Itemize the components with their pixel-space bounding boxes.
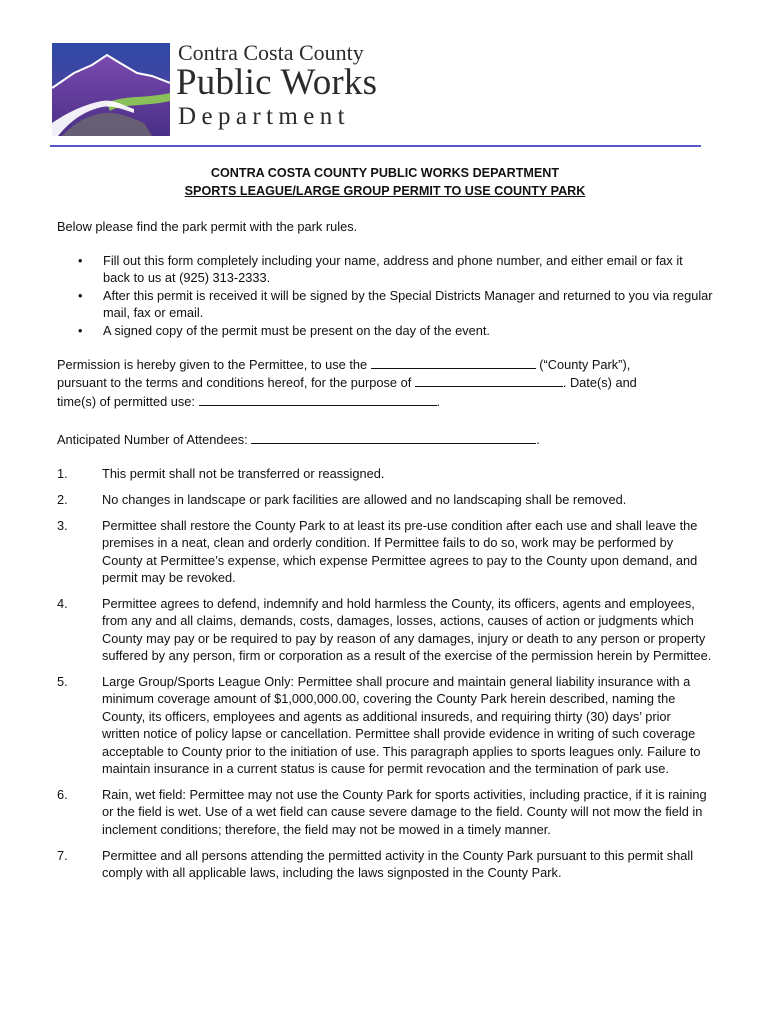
instruction-text: Fill out this form completely including your name, address and phone number, and either email or fax it back to us at (925) 313-2333. xyxy=(103,253,683,286)
rule-text: This permit shall not be transferred or reassigned. xyxy=(102,466,385,481)
rule-text: No changes in landscape or park facilities are allowed and no landscaping shall be removed. xyxy=(102,491,627,507)
rule-text: Large Group/Sports League Only: Permittee shall procure and maintain general liability insurance with a minimum coverage amount of $1,000,000.00, covering the County Park herein described, naming the County, its officers, employees and agents as additional insureds, and requiring thirty (30) days’ prior written notice of policy lapse or cancellation. Permittee shall provide evidence in writing of such coverage acceptable to County prior to the initiation of use. This paragraph applies to sports leagues only. Failure to maintain insurance in a current status is cause for permit revocation and the termination of park use. xyxy=(102,674,701,777)
rule-item xyxy=(57,465,712,482)
rule-number: 4. xyxy=(57,595,68,611)
document-title: CONTRA COSTA COUNTY PUBLIC WORKS DEPARTMENT xyxy=(210,166,560,180)
permission-text: Permission is hereby given to the Permittee, to use the xyxy=(57,357,371,372)
attendees-label: Anticipated Number of Attendees: xyxy=(57,432,252,447)
instruction-text: A signed copy of the permit must be present on the day of the event. xyxy=(103,322,490,338)
attendees-line xyxy=(57,430,707,448)
instruction-text: After this permit is received it will be signed by the Special Districts Manager and returned to you via regular mail, fax or email. xyxy=(103,287,713,321)
dates-times-field[interactable] xyxy=(199,392,437,406)
bullet-icon: • xyxy=(78,322,83,338)
rule-item xyxy=(57,847,712,882)
document-subtitle: SPORTS LEAGUE/LARGE GROUP PERMIT TO USE COUNTY PARK xyxy=(184,184,586,198)
rule-text: Permittee and all persons attending the permitted activity in the County Park pursuant to this permit shall comply with all applicable laws, including the laws signposted in the County Park. xyxy=(102,847,694,881)
permission-text: . Date(s) and xyxy=(562,375,637,391)
instruction-item xyxy=(78,252,713,287)
rule-number: 7. xyxy=(57,847,68,863)
attendees-field[interactable] xyxy=(251,430,536,444)
bullet-icon: • xyxy=(78,287,83,303)
rule-text: Rain, wet field: Permittee may not use the County Park for sports activities, including practice, if it is raining or the field is wet. Use of a wet field can cause severe damage to the field. County will not mow the field in inclement conditions; therefore, the field may not be mowed in a timely manner. xyxy=(102,787,707,837)
rule-number: 3. xyxy=(57,517,68,533)
rule-number: 2. xyxy=(57,491,68,507)
permission-paragraph xyxy=(57,355,707,410)
permission-text: pursuant to the terms and conditions hereof, for the purpose of xyxy=(57,375,415,391)
rule-number: 5. xyxy=(57,674,68,690)
letterhead-line2: Public Works xyxy=(176,62,378,103)
rule-item xyxy=(57,673,712,777)
letterhead-line3: Department xyxy=(178,103,351,130)
instructions-list xyxy=(78,252,713,339)
rule-number: 1. xyxy=(57,466,68,481)
park-name-field[interactable] xyxy=(371,355,536,369)
permission-text: . xyxy=(436,393,441,409)
rule-item xyxy=(57,517,712,587)
intro-text: Below please find the park permit with the park rules. xyxy=(57,219,358,234)
park-rules-list xyxy=(57,465,712,890)
permission-text: time(s) of permitted use: xyxy=(57,393,199,409)
attendees-end: . xyxy=(536,432,540,447)
rule-text: Permittee agrees to defend, indemnify and hold harmless the County, its officers, agents and employees, from any and all claims, demands, costs, damages, losses, actions, causes of action or judgments which County may pay or be required to pay by reason of any damages, injury or death to any person or property suffered by any person, firm or corporation as a result of the exercise of the permission herein by Permittee. xyxy=(102,595,712,664)
rule-number: 6. xyxy=(57,787,68,802)
letterhead-line1: Contra Costa County xyxy=(178,40,364,65)
rule-item xyxy=(57,491,712,508)
rule-item xyxy=(57,595,712,665)
instruction-item xyxy=(78,322,713,339)
permission-text: (“County Park”), xyxy=(535,357,631,372)
county-logo xyxy=(52,43,170,136)
instruction-item xyxy=(78,287,713,322)
rule-item xyxy=(57,786,712,838)
header-divider xyxy=(50,145,701,147)
bullet-icon: • xyxy=(78,253,83,268)
rule-text: Permittee shall restore the County Park to at least its pre-use condition after each use and shall leave the premises in a neat, clean and orderly condition. If Permittee fails to do so, work may be performed by County at Permittee’s expense, which expense Permittee agrees to pay to the County upon demand, and permit may be revoked. xyxy=(102,517,698,586)
purpose-field[interactable] xyxy=(415,373,563,387)
